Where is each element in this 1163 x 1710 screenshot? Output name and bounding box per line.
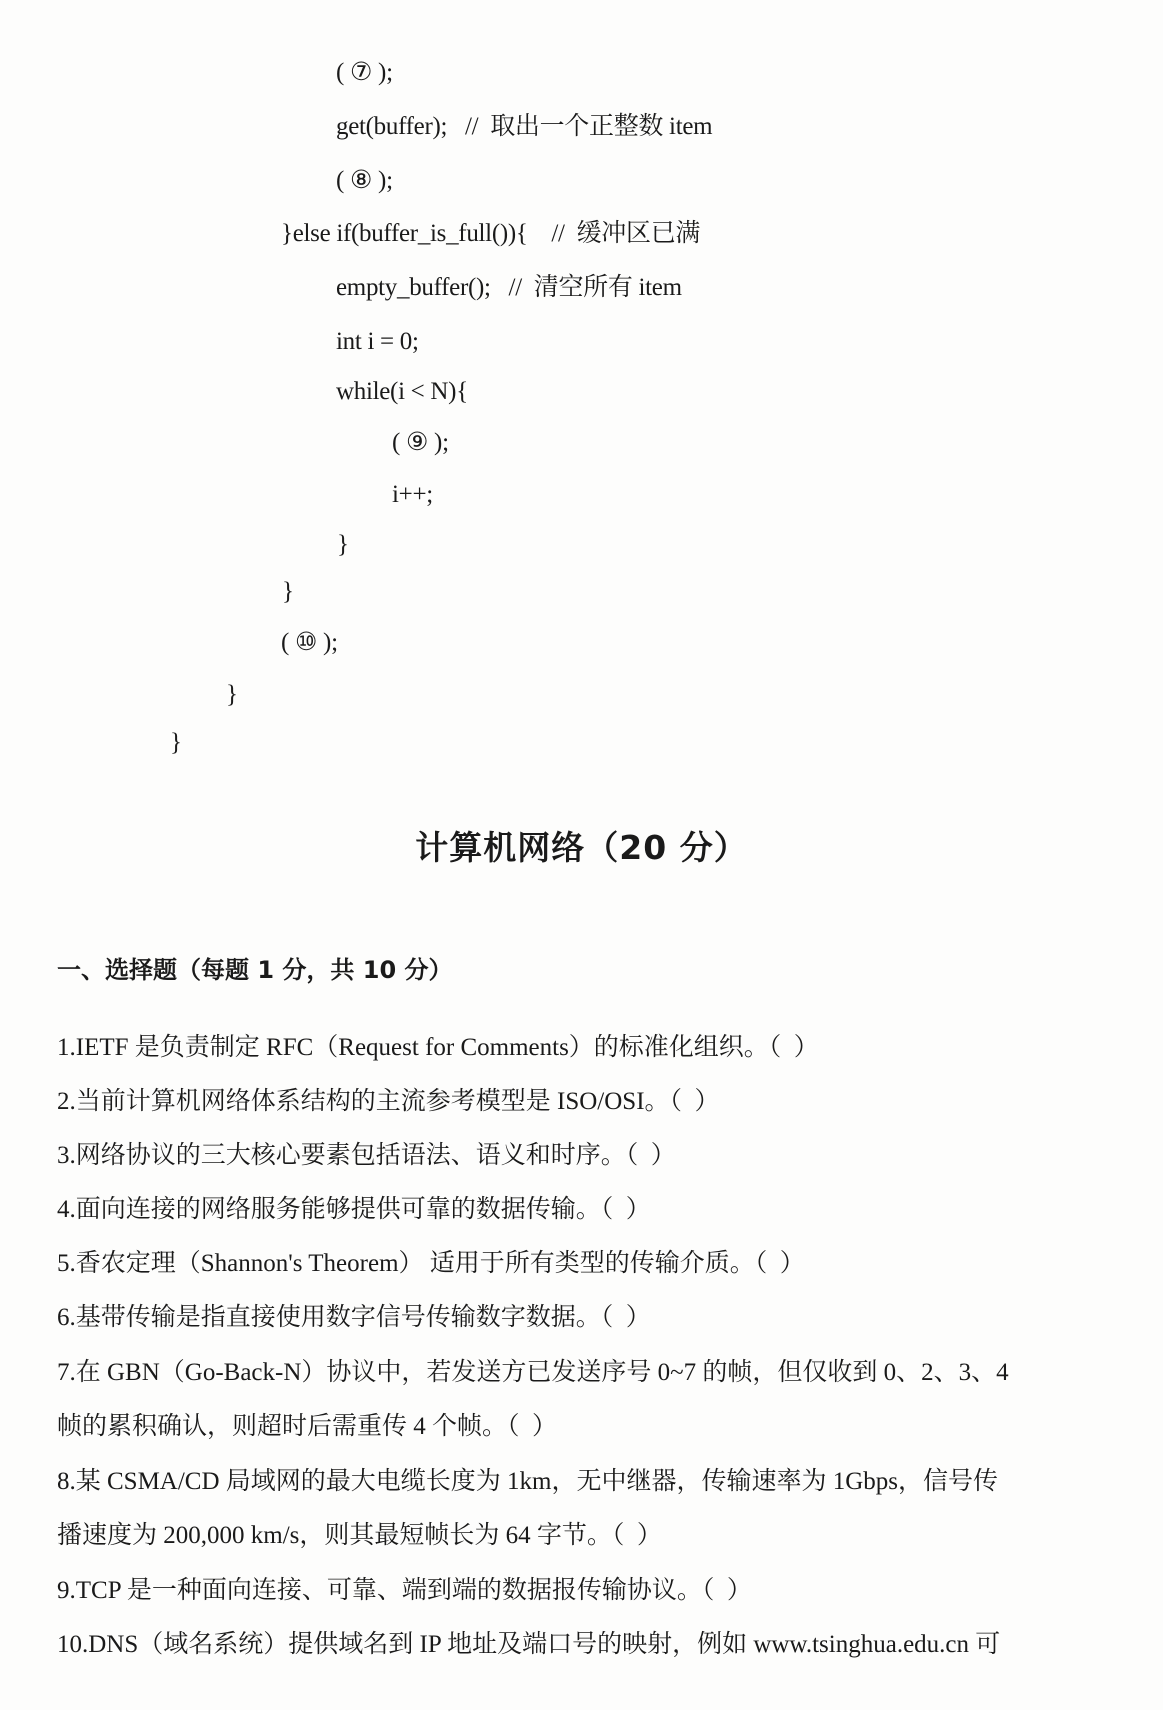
- question-8-line-2: 播速度为 200,000 km/s，则其最短帧长为 64 字节。（ ）: [57, 1522, 662, 1549]
- code-line-blank-9: ( ⑨ );: [392, 429, 449, 456]
- question-6: 6.基带传输是指直接使用数字信号传输数字数据。（ ）: [57, 1304, 651, 1331]
- question-7-line-2: 帧的累积确认，则超时后需重传 4 个帧。（ ）: [57, 1413, 558, 1440]
- code-line-increment: i++;: [392, 481, 433, 508]
- question-5: 5.香农定理（Shannon's Theorem） 适用于所有类型的传输介质。（ ）: [57, 1250, 805, 1277]
- code-line-close-func: }: [170, 729, 182, 756]
- code-line-blank-8: ( ⑧ );: [336, 167, 393, 194]
- code-line-close-loop: }: [226, 681, 238, 708]
- question-1: 1.IETF 是负责制定 RFC（Request for Comments）的标准化组织。（ ）: [57, 1034, 819, 1061]
- code-line-else-if-full: }else if(buffer_is_full()){ // 缓冲区已满: [281, 220, 701, 247]
- code-line-close-else: }: [282, 578, 294, 605]
- code-line-blank-7: ( ⑦ );: [336, 59, 393, 86]
- code-line-get-buffer: get(buffer); // 取出一个正整数 item: [336, 113, 713, 140]
- code-line-blank-10: ( ⑩ );: [281, 629, 338, 656]
- question-2: 2.当前计算机网络体系结构的主流参考模型是 ISO/OSI。（ ）: [57, 1088, 720, 1115]
- question-7-line-1: 7.在 GBN（Go-Back-N）协议中，若发送方已发送序号 0~7 的帧，但仅收到 0、2、3、4: [57, 1359, 1009, 1386]
- section-subheading: 一、选择题（每题 1 分，共 10 分）: [57, 956, 453, 984]
- question-3: 3.网络协议的三大核心要素包括语法、语义和时序。（ ）: [57, 1142, 676, 1169]
- code-line-while: while(i < N){: [336, 378, 468, 405]
- question-10: 10.DNS（域名系统）提供域名到 IP 地址及端口号的映射，例如 www.tsinghua.edu.cn 可: [57, 1631, 1001, 1658]
- section-heading: 计算机网络（20 分）: [415, 828, 748, 867]
- question-9: 9.TCP 是一种面向连接、可靠、端到端的数据报传输协议。（ ）: [57, 1577, 752, 1604]
- question-4: 4.面向连接的网络服务能够提供可靠的数据传输。（ ）: [57, 1196, 651, 1223]
- code-line-close-while: }: [337, 531, 349, 558]
- code-line-int-i: int i = 0;: [336, 328, 419, 355]
- code-line-empty-buffer: empty_buffer(); // 清空所有 item: [336, 274, 682, 301]
- question-8-line-1: 8.某 CSMA/CD 局域网的最大电缆长度为 1km，无中继器，传输速率为 1Gbps，信号传: [57, 1468, 999, 1495]
